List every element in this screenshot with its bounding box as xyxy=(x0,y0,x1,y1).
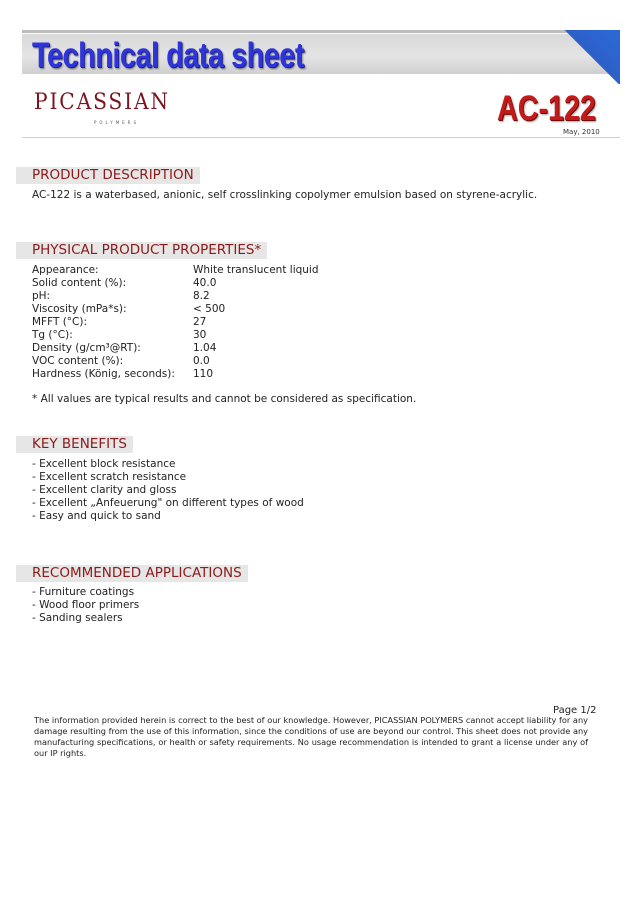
section-heading-benefits: KEY BENEFITS xyxy=(16,436,133,453)
property-value: 30 xyxy=(193,329,207,341)
application-item: - Wood floor primers xyxy=(32,599,140,611)
property-label: Viscosity (mPa*s): xyxy=(32,303,127,315)
properties-note: * All values are typical results and cannot be considered as specification. xyxy=(32,393,417,405)
property-value: 0.0 xyxy=(193,355,210,367)
benefit-item: - Excellent scratch resistance xyxy=(32,471,187,483)
property-value: 1.04 xyxy=(193,342,217,354)
property-value: 40.0 xyxy=(193,277,217,289)
section-heading-applications: RECOMMENDED APPLICATIONS xyxy=(16,565,248,582)
header-top-line xyxy=(22,30,620,33)
property-value: 27 xyxy=(193,316,207,328)
property-label: Density (g/cm³@RT): xyxy=(32,342,141,354)
description-text: AC-122 is a waterbased, anionic, self crosslinking copolymer emulsion based on styrene-acrylic. xyxy=(32,189,538,201)
document-date: May, 2010 xyxy=(563,128,600,136)
product-code: AC-122 xyxy=(497,89,596,128)
company-logo xyxy=(34,90,170,130)
disclaimer-text: The information provided herein is correct to the best of our knowledge. However, PICASSIAN POLYMERS cannot accept liability for any damage resulting from the use of this information, since the conditions of use are beyond our control. This sheet does not provide any manufacturing specifications, or health or safety requirements. No usage recommendation is intended to grant a license under any of our IP rights. xyxy=(34,715,588,758)
application-item: - Sanding sealers xyxy=(32,612,123,624)
property-value: White translucent liquid xyxy=(193,264,319,276)
benefit-item: - Excellent block resistance xyxy=(32,458,176,470)
benefit-item: - Excellent „Anfeuerung" on different types of wood xyxy=(32,497,304,509)
property-label: MFFT (°C): xyxy=(32,316,88,328)
property-label: Solid content (%): xyxy=(32,277,127,289)
property-value: < 500 xyxy=(193,303,226,315)
property-label: Hardness (König, seconds): xyxy=(32,368,175,380)
document-title: Technical data sheet xyxy=(32,36,304,75)
property-value: 8.2 xyxy=(193,290,210,302)
property-label: Tg (°C): xyxy=(32,329,73,341)
section-heading-properties: PHYSICAL PRODUCT PROPERTIES* xyxy=(16,242,267,259)
page-number: Page 1/2 xyxy=(553,705,597,716)
property-value: 110 xyxy=(193,368,214,380)
benefit-item: - Easy and quick to sand xyxy=(32,510,161,522)
benefit-item: - Excellent clarity and gloss xyxy=(32,484,177,496)
header-divider xyxy=(22,137,620,138)
header-corner-triangle xyxy=(562,30,620,84)
property-label: VOC content (%): xyxy=(32,355,124,367)
logo-subtext: POLYMERS xyxy=(94,120,139,125)
section-heading-description: PRODUCT DESCRIPTION xyxy=(16,167,200,184)
property-label: Appearance: xyxy=(32,264,99,276)
property-label: pH: xyxy=(32,290,51,302)
application-item: - Furniture coatings xyxy=(32,586,135,598)
logo-wordmark: PICASSIAN xyxy=(34,90,170,115)
